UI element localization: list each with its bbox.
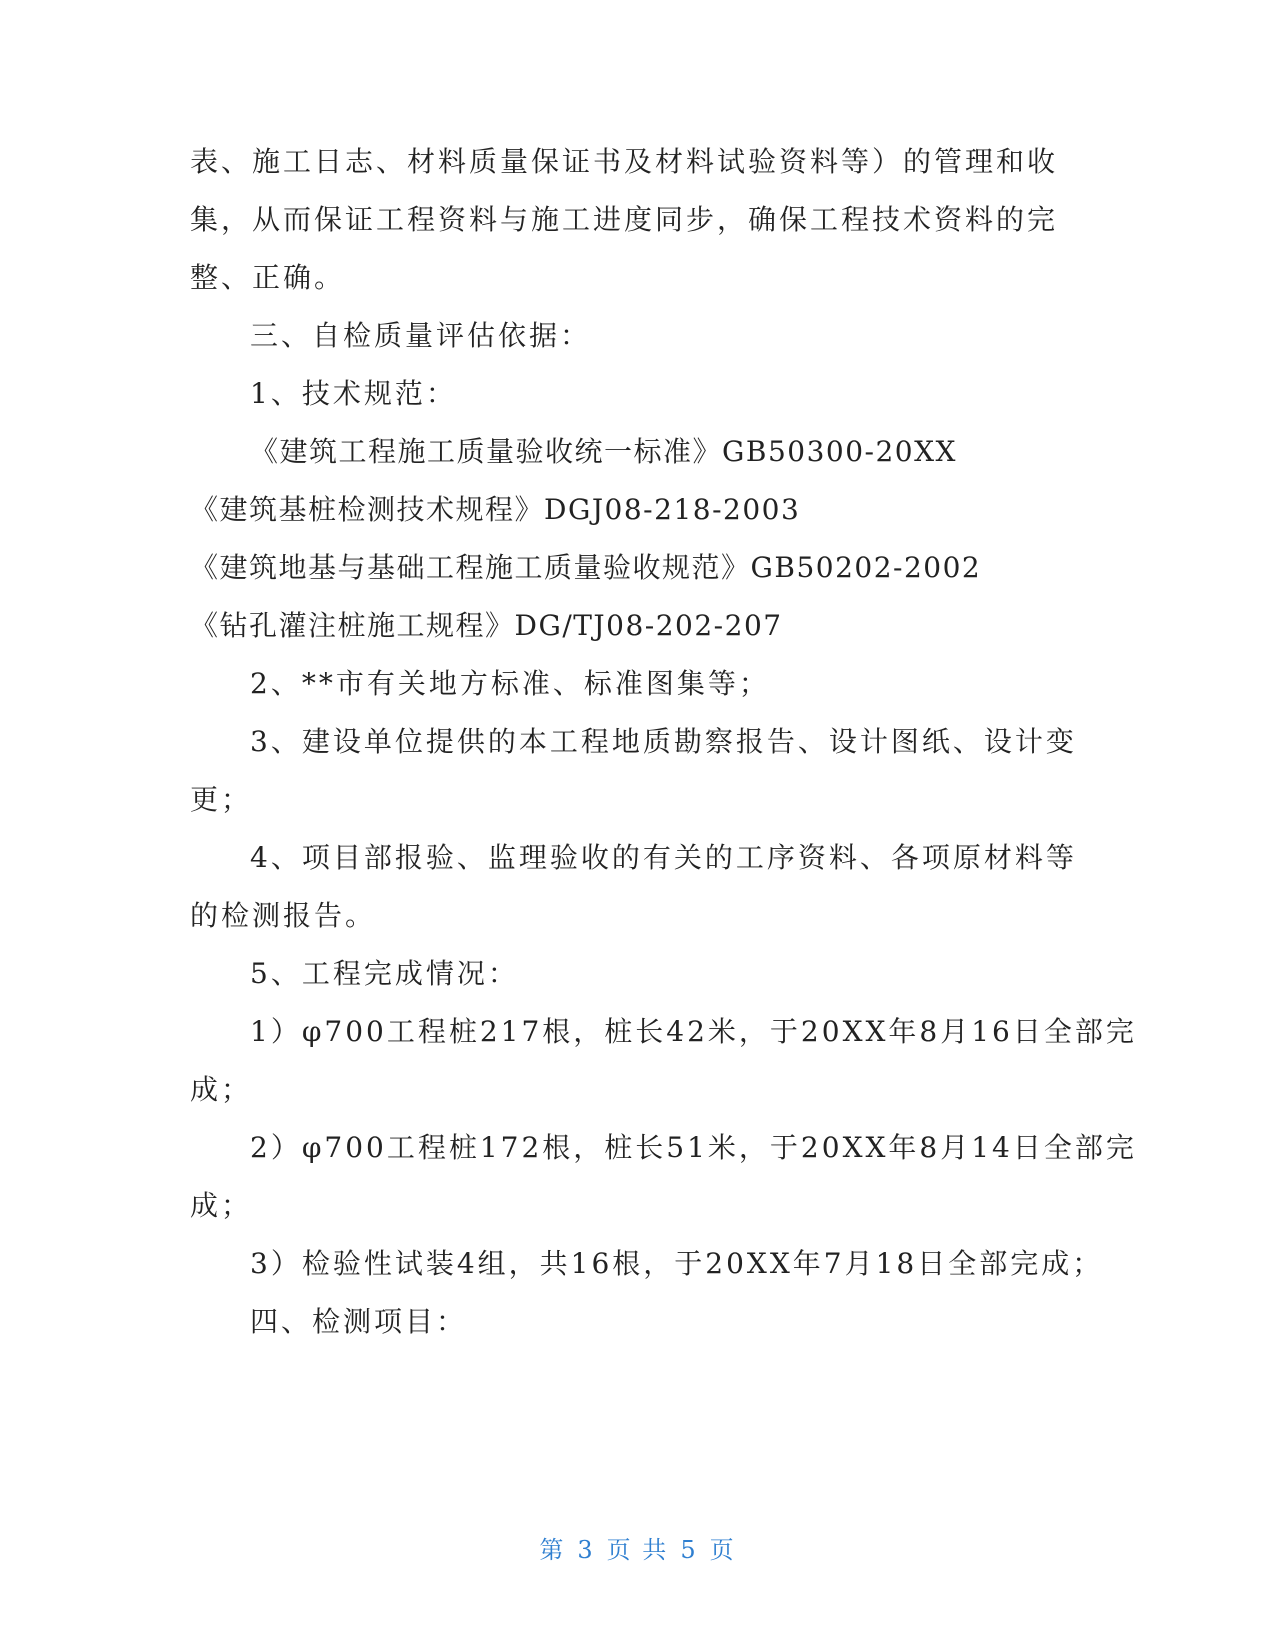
list-item-continuation: 成； bbox=[190, 1073, 253, 1106]
standard-reference: 《建筑工程施工质量验收统一标准》GB50300-20XX bbox=[250, 435, 957, 468]
section-heading: 四、检测项目： bbox=[250, 1305, 468, 1338]
total-page-count: 5 bbox=[680, 1536, 698, 1564]
body-text-line: 3、建设单位提供的本工程地质勘察报告、设计图纸、设计变 bbox=[250, 725, 1077, 758]
current-page-number: 3 bbox=[577, 1536, 595, 1564]
standard-reference: 《建筑地基与基础工程施工质量验收规范》GB50202-2002 bbox=[190, 551, 982, 584]
list-item: 2）φ700工程桩172根，桩长51米，于20XX年8月14日全部完 bbox=[250, 1131, 1137, 1164]
subsection-heading: 1、技术规范： bbox=[250, 377, 457, 410]
footer-middle: 页 共 bbox=[606, 1536, 669, 1564]
body-text-line: 4、项目部报验、监理验收的有关的工序资料、各项原材料等 bbox=[250, 841, 1077, 874]
standard-reference: 《钻孔灌注桩施工规程》DG/TJ08-202-207 bbox=[190, 609, 783, 642]
body-text-line: 集，从而保证工程资料与施工进度同步，确保工程技术资料的完 bbox=[190, 203, 1059, 236]
list-item: 3）检验性试装4组，共16根，于20XX年7月18日全部完成； bbox=[250, 1247, 1104, 1280]
body-text-line: 2、**市有关地方标准、标准图集等； bbox=[250, 667, 770, 700]
body-text-line: 整、正确。 bbox=[190, 261, 346, 294]
body-text-line: 更； bbox=[190, 783, 253, 816]
body-text-line: 表、施工日志、材料质量保证书及材料试验资料等）的管理和收 bbox=[190, 145, 1059, 178]
standard-reference: 《建筑基桩检测技术规程》DGJ08-218-2003 bbox=[190, 493, 801, 526]
list-item: 1）φ700工程桩217根，桩长42米，于20XX年8月16日全部完 bbox=[250, 1015, 1137, 1048]
footer-prefix: 第 bbox=[539, 1536, 566, 1564]
body-text-line: 的检测报告。 bbox=[190, 899, 377, 932]
page-footer bbox=[0, 1530, 1275, 1565]
subsection-heading: 5、工程完成情况： bbox=[250, 957, 519, 990]
section-heading: 三、自检质量评估依据： bbox=[250, 319, 592, 352]
list-item-continuation: 成； bbox=[190, 1189, 253, 1222]
footer-suffix: 页 bbox=[709, 1536, 736, 1564]
